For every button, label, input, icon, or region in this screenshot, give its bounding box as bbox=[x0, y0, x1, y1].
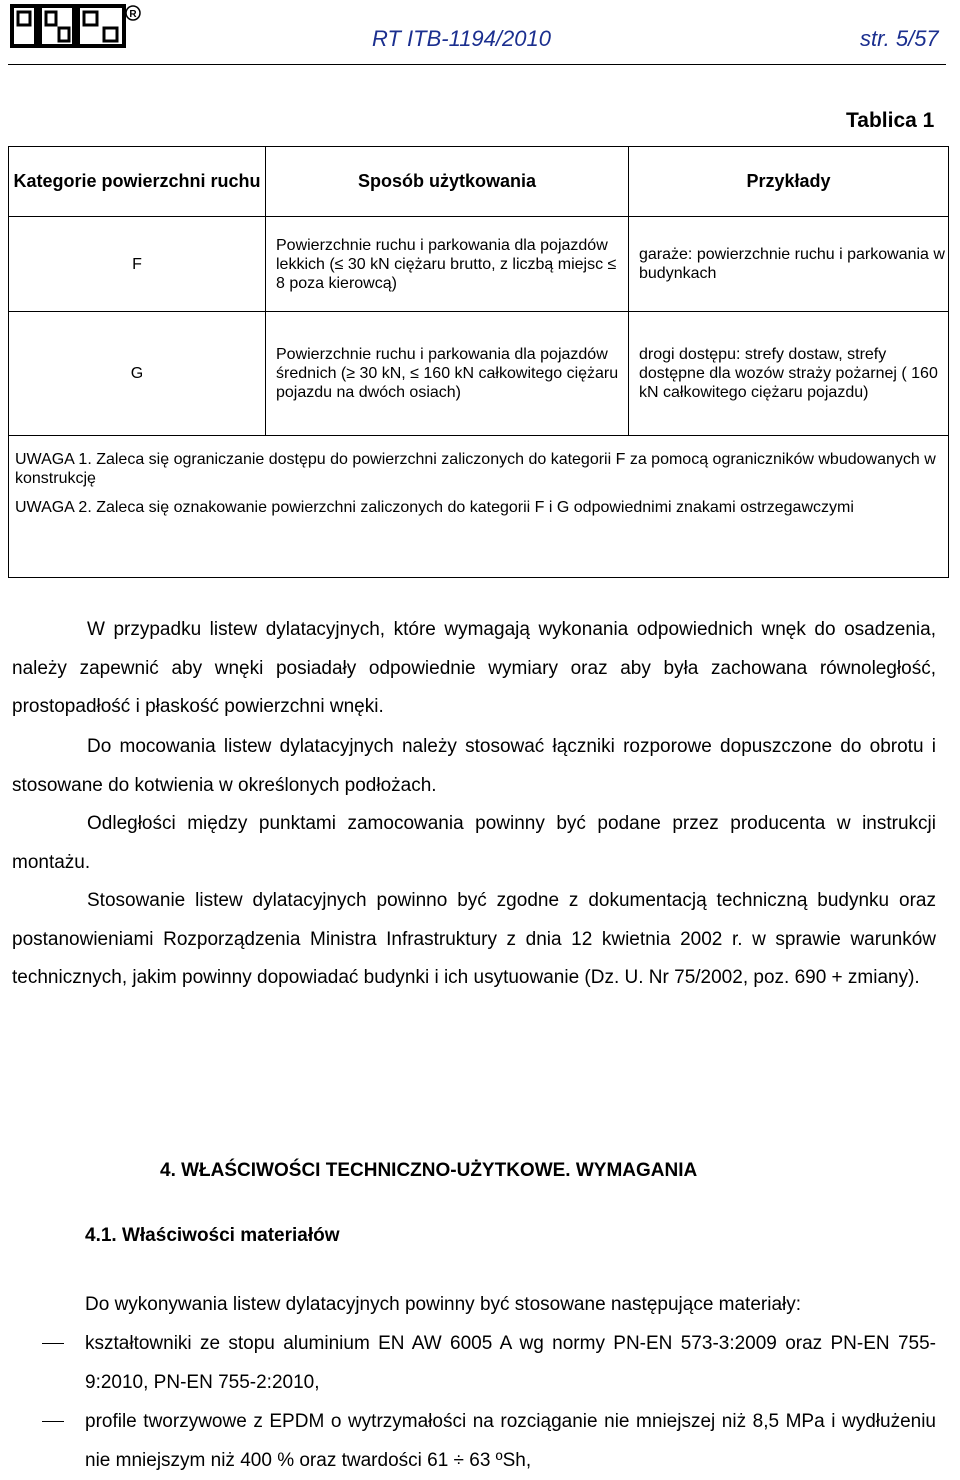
table-caption: Tablica 1 bbox=[846, 109, 935, 132]
list-dash bbox=[42, 1421, 64, 1422]
itb-logo bbox=[10, 4, 142, 48]
body-paragraph: Do mocowania listew dylatacyjnych należy stosować łączniki rozporowe dopuszczone do obrotu i stosowane do kotwienia w określonych podłożach. bbox=[12, 736, 936, 796]
traffic-category-table bbox=[8, 146, 949, 578]
subsection-heading: 4.1. Właściwości materiałów bbox=[85, 1225, 340, 1246]
table-row bbox=[9, 312, 949, 436]
cell-usage: Powierzchnie ruchu i parkowania dla pojazdów średnich (≥ 30 kN, ≤ 160 kN całkowitego ciężaru pojazdu na dwóch osiach) bbox=[266, 312, 629, 436]
cell-category: F bbox=[9, 217, 266, 312]
table-header-row bbox=[9, 147, 949, 217]
cell-usage: Powierzchnie ruchu i parkowania dla pojazdów lekkich (≤ 30 kN ciężaru brutto, z liczbą miejsc ≤ 8 poza kierowcą) bbox=[266, 217, 629, 312]
svg-text:R: R bbox=[129, 9, 137, 20]
table-note: UWAGA 1. Zaleca się ograniczanie dostępu do powierzchni zaliczonych do kategorii F za pomocą ograniczników wbudowanych w konstrukcję bbox=[15, 451, 936, 487]
body-paragraph: Odległości między punktami zamocowania powinny być podane przez producenta w instrukcji montażu. bbox=[12, 813, 936, 873]
table-notes-row bbox=[9, 436, 949, 578]
body-paragraph: W przypadku listew dylatacyjnych, które wymagają wykonania odpowiednich wnęk do osadzenia, należy zapewnić aby wnęki posiadały odpowiednie wymiary oraz aby była zachowana równoległość, prostopadłość i płaskość powierzchni wnęki. bbox=[12, 619, 936, 718]
header-rule bbox=[8, 64, 946, 65]
body-paragraph: Stosowanie listew dylatacyjnych powinno być zgodne z dokumentacją techniczną budynku oraz postanowieniami Rozporządzenia Ministra Infrastruktury z dnia 12 kwietnia 2002 r. w sprawie warunków technicznych, jakim powinny dopowiadać budynki i ich usytuowanie (Dz. U. Nr 75/2002, poz. 690 + zmiany). bbox=[12, 890, 936, 989]
notes-cell bbox=[9, 436, 949, 578]
list-item: profile tworzywowe z EPDM o wytrzymałości na rozciąganie nie mniejszej niż 8,5 MPa i wydłużeniu nie mniejszym niż 400 % oraz twardości 61 ÷ 63 ºSh, bbox=[85, 1411, 936, 1471]
materials-intro: Do wykonywania listew dylatacyjnych powinny być stosowane następujące materiały: bbox=[85, 1294, 802, 1315]
section-heading: 4. WŁAŚCIWOŚCI TECHNICZNO-UŻYTKOWE. WYMAGANIA bbox=[160, 1160, 698, 1181]
list-item: kształtowniki ze stopu aluminium EN AW 6005 A wg normy PN-EN 573-3:2009 oraz PN-EN 755-9:2010, PN-EN 755-2:2010, bbox=[85, 1333, 936, 1393]
table-row bbox=[9, 217, 949, 312]
col-header-usage: Sposób użytkowania bbox=[266, 147, 629, 217]
cell-examples: garaże: powierzchnie ruchu i parkowania w budynkach bbox=[629, 217, 949, 312]
col-header-examples: Przykłady bbox=[629, 147, 949, 217]
cell-category: G bbox=[9, 312, 266, 436]
list-dash bbox=[42, 1343, 64, 1344]
cell-examples: drogi dostępu: strefy dostaw, strefy dostępne dla wozów straży pożarnej ( 160 kN całkowitego ciężaru pojazdu) bbox=[629, 312, 949, 436]
col-header-category: Kategorie powierzchni ruchu bbox=[9, 147, 266, 217]
page-number: str. 5/57 bbox=[860, 26, 939, 51]
document-reference: RT ITB-1194/2010 bbox=[372, 26, 551, 51]
table-note: UWAGA 2. Zaleca się oznakowanie powierzchni zaliczonych do kategorii F i G odpowiednimi znakami ostrzegawczymi bbox=[15, 499, 854, 516]
